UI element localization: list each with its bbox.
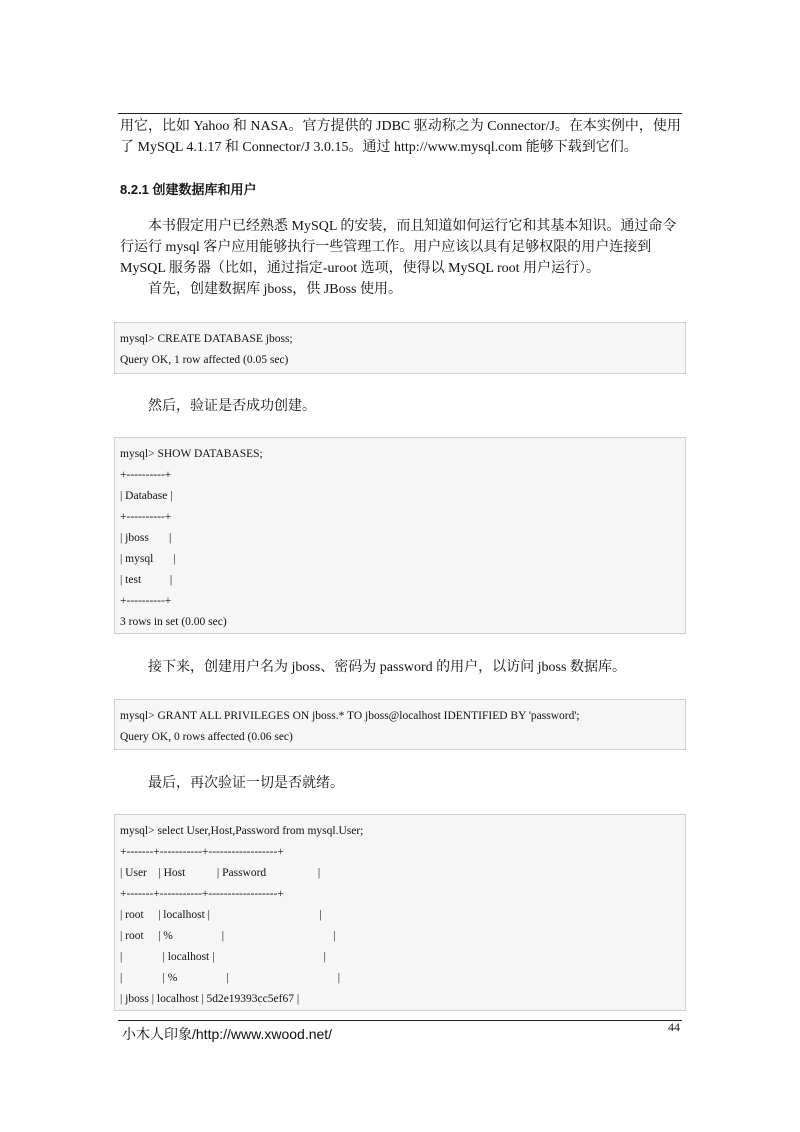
code-line: | | % | | xyxy=(120,972,341,984)
paragraph-line: MySQL 服务器（比如，通过指定-uroot 选项，使得以 MySQL root 用户运行）。 xyxy=(120,261,601,276)
code-line: mysql> select User,Host,Password from mysql.User; xyxy=(120,825,364,837)
code-line: | Database | xyxy=(120,490,173,502)
code-line: Query OK, 0 rows affected (0.06 sec) xyxy=(120,731,293,743)
code-line: | User | Host | Password | xyxy=(120,867,321,879)
code-line: +----------+ xyxy=(120,469,172,481)
code-line: | jboss | xyxy=(120,532,172,544)
code-line: +----------+ xyxy=(120,595,172,607)
footer-rule xyxy=(118,1020,682,1021)
paragraph-final xyxy=(120,773,685,794)
paragraph-line: 行运行 mysql 客户应用能够执行一些管理工作。用户应该以具有足够权限的用户连接到 xyxy=(120,240,652,255)
code-line: | test | xyxy=(120,574,173,586)
code-line: mysql> GRANT ALL PRIVILEGES ON jboss.* TO jboss@localhost IDENTIFIED BY 'password'; xyxy=(120,710,580,722)
paragraph-line: 最后，再次验证一切是否就绪。 xyxy=(148,776,344,791)
code-line: mysql> CREATE DATABASE jboss; xyxy=(120,333,293,345)
code-line: | jboss | localhost | 5d2e19393cc5ef67 | xyxy=(120,993,300,1005)
code-line: 3 rows in set (0.00 sec) xyxy=(120,616,227,628)
section-heading: 8.2.1 创建数据库和用户 xyxy=(120,182,257,197)
code-block-grant xyxy=(114,699,686,750)
code-line: | mysql | xyxy=(120,553,176,565)
paragraph-line: 本书假定用户已经熟悉 MySQL 的安装，而且知道如何运行它和其基本知识。通过命令 xyxy=(148,219,677,234)
paragraph-verify xyxy=(120,396,685,417)
code-line: mysql> SHOW DATABASES; xyxy=(120,448,263,460)
code-block-show-databases xyxy=(114,437,686,634)
code-line: +-------+-----------+------------------+ xyxy=(120,846,284,858)
code-line: | | localhost | | xyxy=(120,951,326,963)
code-block-select-users xyxy=(114,814,686,1011)
code-line: | root | % | | xyxy=(120,930,336,942)
paragraph-line: 了 MySQL 4.1.17 和 Connector/J 3.0.15。通过 http://www.mysql.com 能够下载到它们。 xyxy=(120,140,638,155)
paragraph-intro xyxy=(120,216,685,300)
paragraph-line: 然后，验证是否成功创建。 xyxy=(148,399,316,414)
code-line: Query OK, 1 row affected (0.05 sec) xyxy=(120,354,289,366)
code-block-create-database xyxy=(114,322,686,374)
paragraph-line: 接下来，创建用户名为 jboss、密码为 password 的用户，以访问 jboss 数据库。 xyxy=(148,660,626,675)
paragraph-line: 用它，比如 Yahoo 和 NASA。官方提供的 JDBC 驱动称之为 Connector/J。在本实例中，使用 xyxy=(120,119,681,134)
code-line: +-------+-----------+------------------+ xyxy=(120,888,284,900)
header-rule xyxy=(118,113,682,114)
paragraph-create-user xyxy=(120,657,685,678)
paragraph-top xyxy=(120,116,685,158)
code-line: +----------+ xyxy=(120,511,172,523)
paragraph-line: 首先，创建数据库 jboss，供 JBoss 使用。 xyxy=(148,282,402,297)
page-number: 44 xyxy=(668,1020,680,1034)
footer-source-link[interactable]: 小木人印象/http://www.xwood.net/ xyxy=(122,1026,333,1042)
code-line: | root | localhost | | xyxy=(120,909,322,921)
